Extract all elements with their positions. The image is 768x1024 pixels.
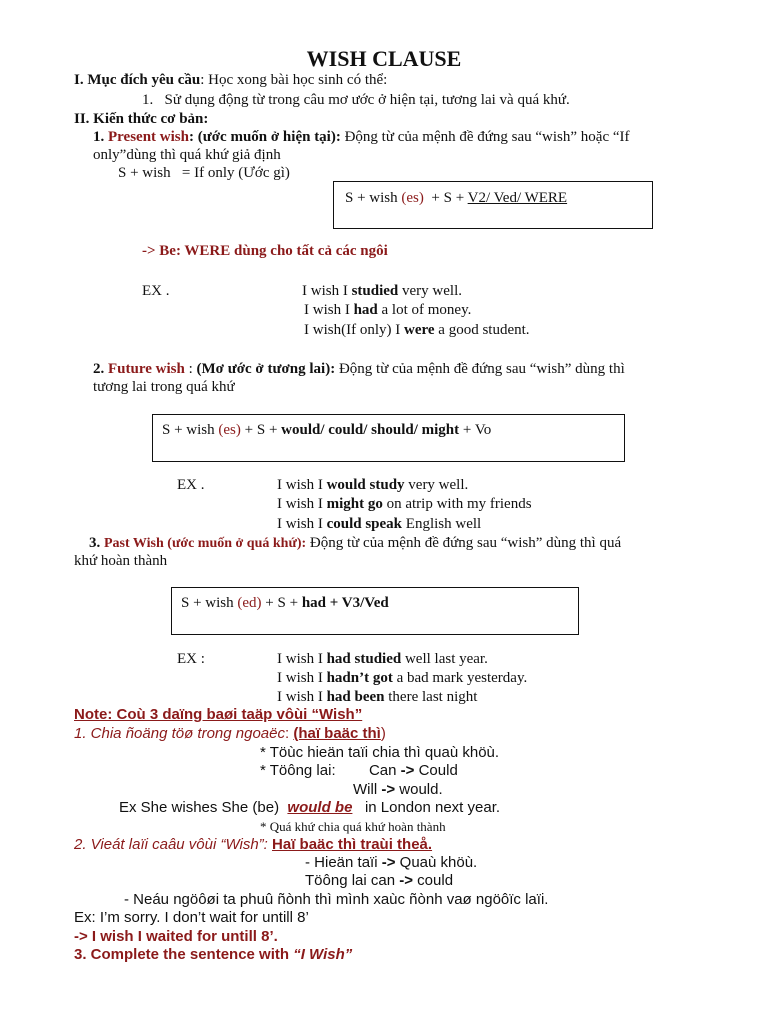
future-example: I wish I might go on atrip with my friends [277, 496, 532, 512]
past-box-a: S + wish [181, 595, 234, 611]
past-num: 3. [89, 535, 101, 551]
present-formula-left: S + wish [118, 165, 171, 181]
present-box-a: S + wish [345, 190, 398, 206]
note-line-11: Ex: I’m sorry. I don’t wait for untill 8’ [74, 909, 309, 926]
note-line-2: * Töùc hieän taïi chia thì quaù khöù. [260, 744, 500, 761]
present-desc-2: only”dùng thì quá khứ giả định [93, 147, 281, 163]
present-box-text [345, 189, 567, 207]
past-wish-line [89, 534, 621, 553]
present-num: 1. [93, 129, 105, 145]
present-formula-right: = If only (Ước gì) [181, 165, 290, 181]
note-line-3: * Töông lai: Can -> Could [260, 762, 458, 779]
present-wish-line [93, 128, 630, 146]
present-example: I wish(If only) I were a good student. [304, 322, 530, 338]
future-box-c: + S + [244, 422, 278, 438]
note-line-10: - Neáu ngöôøi ta phuû ñònh thì mình xaùc ñònh vaø ngöôïc laïi. [124, 891, 549, 908]
present-example: I wish I studied very well. [302, 283, 462, 299]
future-num: 2. [93, 361, 105, 377]
note-line-9: Töông lai can -> could [305, 872, 454, 889]
present-colon: : [188, 129, 194, 145]
be-note: -> Be: WERE dùng cho tất cả các ngôi [142, 243, 388, 259]
future-desc-2: tương lai trong quá khứ [93, 379, 235, 395]
item-text: Sử dụng động từ trong câu mơ ước ở hiện tại, tương lai và quá khứ. [164, 92, 570, 108]
note-line-5: Ex She wishes She (be) would be in London next year. [119, 799, 501, 816]
future-box-e: + Vo [462, 422, 492, 438]
past-example: I wish I had been there last night [277, 689, 478, 705]
future-box-text [162, 421, 491, 439]
present-example: I wish I had a lot of money. [304, 302, 472, 318]
future-example: I wish I would study very well. [277, 477, 469, 493]
past-box-b: (ed) [237, 595, 262, 611]
section-one-heading: I. Mục đích yêu cầu [74, 72, 201, 88]
present-box-c: + S + [431, 190, 465, 206]
past-box-e: + V3/Ved [329, 595, 389, 611]
present-ex-label: EX . [142, 283, 170, 299]
future-box-d: would/ could/ should/ might [281, 422, 460, 438]
note-line-12: -> I wish I waited for untill 8’. [74, 928, 278, 945]
past-example: I wish I had studied well last year. [277, 651, 488, 667]
page-title: WISH CLAUSE [306, 46, 462, 71]
note-line-13: 3. Complete the sentence with “I Wish” [74, 946, 353, 963]
note-line-8: - Hieän taïi -> Quaù khöù. [305, 854, 478, 871]
past-desc-1: Động từ của mệnh đề đứng sau “wish” dùng thì quá [309, 535, 622, 551]
present-formula-line [118, 164, 290, 182]
future-paren: (Mơ ước ở tương lai): [196, 361, 336, 377]
section-one-item [142, 91, 570, 109]
future-colon: : [188, 361, 193, 377]
note-line-4: Will -> would. [353, 781, 443, 798]
future-desc-1: Động từ của mệnh đề đứng sau “wish” dùng thì [338, 361, 625, 377]
past-ex-label: EX : [177, 651, 205, 667]
note-line-1: 1. Chia ñoäng töø trong ngoaëc: (haï baäc thì) [74, 725, 386, 742]
past-label: Past Wish (ước muốn ở quá khứ): [104, 536, 307, 551]
past-example: I wish I hadn’t got a bad mark yesterday. [277, 670, 528, 686]
present-box-d: V2/ Ved/ WERE [467, 190, 568, 206]
section-two-heading: II. Kiến thức cơ bản: [74, 111, 209, 127]
section-one-text: : Học xong bài học sinh có thể: [200, 72, 388, 88]
future-ex-label: EX . [177, 477, 205, 493]
future-label: Future wish [108, 361, 185, 377]
future-wish-line [93, 360, 625, 378]
present-label: Present wish [108, 129, 189, 145]
note-heading: Note: Coù 3 daïng baøi taäp vôùi “Wish” [74, 706, 363, 723]
future-box-a: S + wish [162, 422, 215, 438]
present-box-b: (es) [401, 190, 424, 206]
future-example: I wish I could speak English well [277, 516, 482, 532]
section-one-line [74, 71, 387, 89]
past-box-d: had [301, 595, 326, 611]
future-box-b: (es) [218, 422, 241, 438]
past-box-c: + S + [265, 595, 299, 611]
present-paren: (ước muốn ở hiện tại): [197, 129, 341, 145]
note-line-6: * Quá khứ chia quá khứ hoàn thành [260, 819, 446, 834]
present-desc-1: Động từ của mệnh đề đứng sau “wish” hoặc “If [344, 129, 630, 145]
past-desc-2: khứ hoàn thành [74, 553, 168, 569]
past-box-text [181, 594, 389, 612]
item-number: 1. [142, 92, 154, 108]
note-line-7: 2. Vieát laïi caâu vôùi “Wish”: Haï baäc thì traùi theå. [74, 836, 433, 853]
